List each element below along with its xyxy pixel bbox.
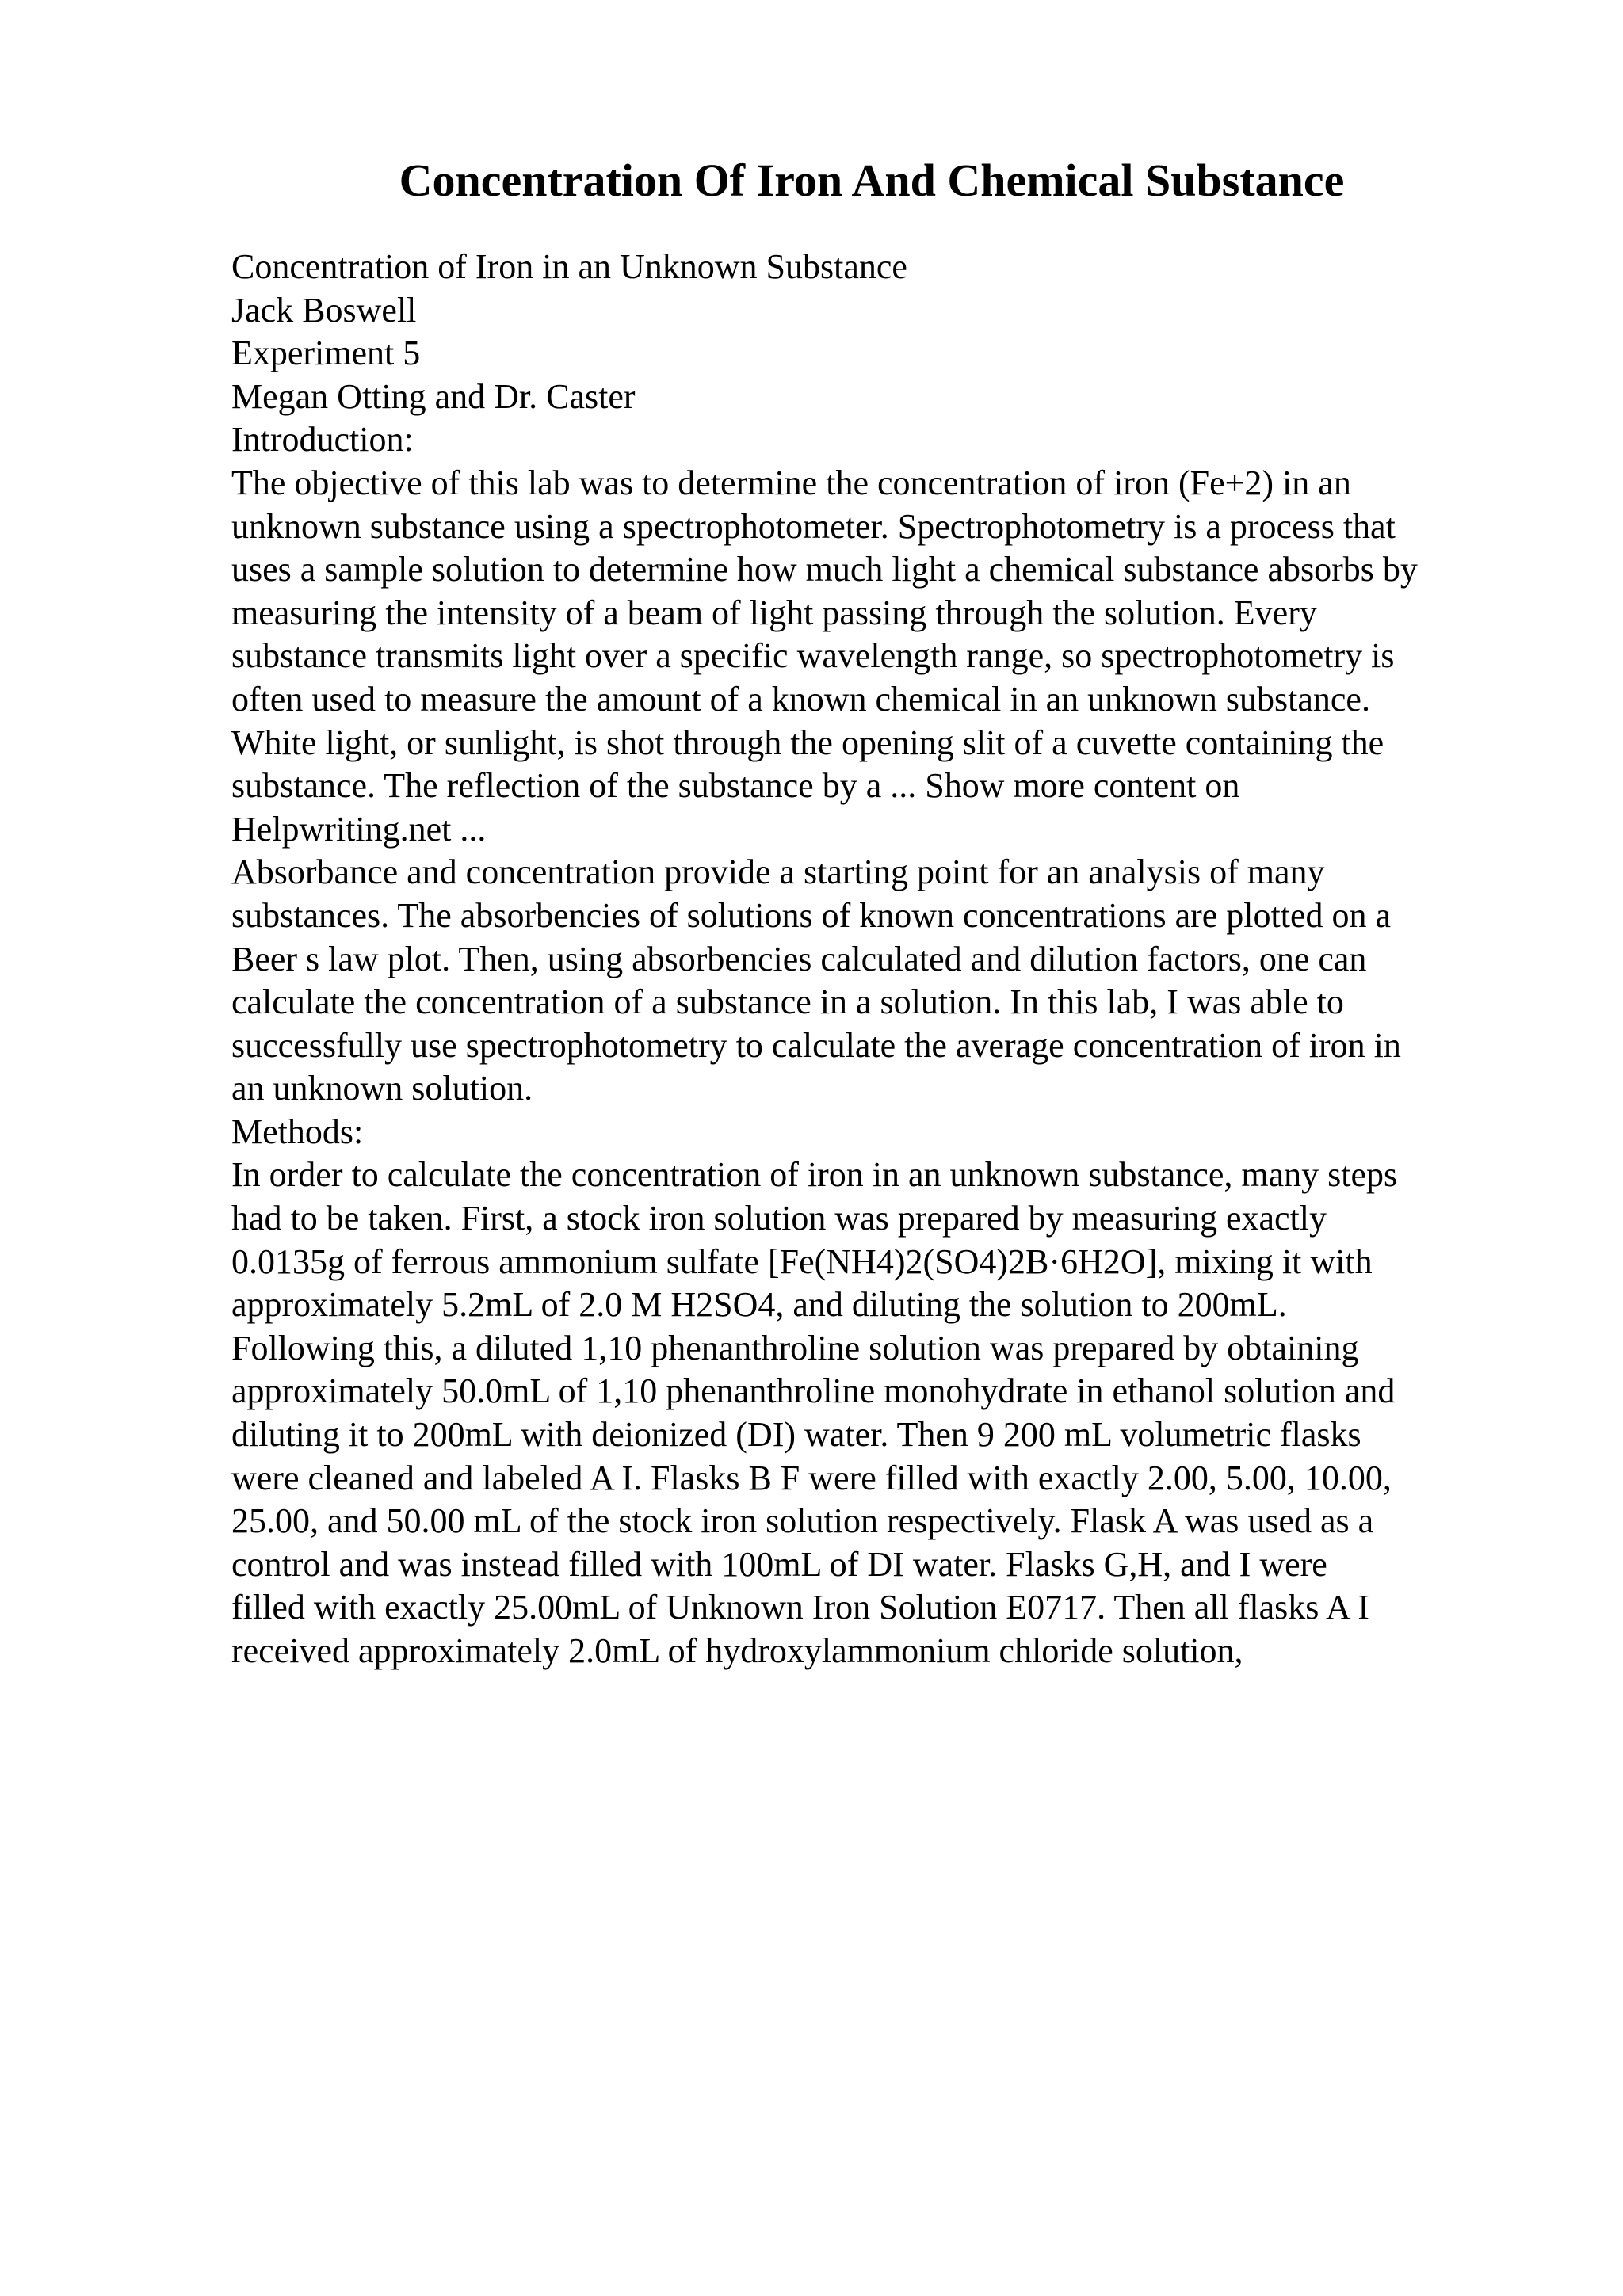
body-line: 25.00, and 50.00 mL of the stock iron solution respectively. Flask A was used as a — [231, 1501, 1374, 1541]
body-line: had to be taken. First, a stock iron solution was prepared by measuring exactly — [231, 1199, 1327, 1238]
section-heading-methods: Methods: — [231, 1112, 364, 1151]
body-line: calculate the concentration of a substance in a solution. In this lab, I was able to — [231, 982, 1344, 1022]
body-line: Following this, a diluted 1,10 phenanthroline solution was prepared by obtaining — [231, 1328, 1359, 1367]
body-line: Beer s law plot. Then, using absorbencies calculated and dilution factors, one can — [231, 939, 1367, 978]
body-line: approximately 5.2mL of 2.0 M H2SO4, and diluting the solution to 200mL. — [231, 1285, 1287, 1325]
body-line: successfully use spectrophotometry to calculate the average concentration of iron in — [231, 1025, 1401, 1065]
section-heading-introduction: Introduction: — [231, 420, 414, 460]
subtitle-line: Concentration of Iron in an Unknown Substance — [231, 247, 907, 286]
body-line: unknown substance using a spectrophotometer. Spectrophotometry is a process that — [231, 506, 1396, 546]
body-line: diluting it to 200mL with deionized (DI) water. Then 9 200 mL volumetric flasks — [231, 1415, 1361, 1455]
body-line: 0.0135g of ferrous ammonium sulfate [Fe(NH4)2(SO4)2B·6H2O], mixing it with — [231, 1241, 1373, 1281]
body-line: White light, or sunlight, is shot through the opening slit of a cuvette containing the — [231, 723, 1384, 762]
body-line: substance. The reflection of the substance by a ... Show more content on — [231, 766, 1240, 806]
body-line: Helpwriting.net ... — [231, 809, 487, 849]
body-line: substance transmits light over a specific wavelength range, so spectrophotometry is — [231, 636, 1395, 676]
body-line: uses a sample solution to determine how much light a chemical substance absorbs by — [231, 550, 1418, 589]
body-line: often used to measure the amount of a known chemical in an unknown substance. — [231, 679, 1370, 719]
body-line: were cleaned and labeled A I. Flasks B F were filled with exactly 2.00, 5.00, 10.00, — [231, 1458, 1392, 1497]
document-body — [231, 246, 1484, 1673]
body-line: approximately 50.0mL of 1,10 phenanthroline monohydrate in ethanol solution and — [231, 1371, 1396, 1411]
experiment-line: Experiment 5 — [231, 334, 421, 373]
instructors-line: Megan Otting and Dr. Caster — [231, 376, 636, 416]
body-line: received approximately 2.0mL of hydroxylammonium chloride solution, — [231, 1631, 1243, 1670]
body-line: substances. The absorbencies of solutions of known concentrations are plotted on a — [231, 895, 1392, 935]
body-line: Absorbance and concentration provide a starting point for an analysis of many — [231, 852, 1325, 892]
body-line: The objective of this lab was to determine the concentration of iron (Fe+2) in an — [231, 463, 1351, 502]
body-line: In order to calculate the concentration of iron in an unknown substance, many steps — [231, 1155, 1398, 1195]
author-line: Jack Boswell — [231, 290, 417, 330]
body-line: control and was instead filled with 100mL of DI water. Flasks G,H, and I were — [231, 1544, 1327, 1584]
document-title: Concentration Of Iron And Chemical Substance — [399, 154, 1345, 206]
body-line: filled with exactly 25.00mL of Unknown Iron Solution E0717. Then all flasks A I — [231, 1588, 1369, 1627]
body-line: measuring the intensity of a beam of light passing through the solution. Every — [231, 593, 1317, 632]
body-line: an unknown solution. — [231, 1069, 533, 1108]
